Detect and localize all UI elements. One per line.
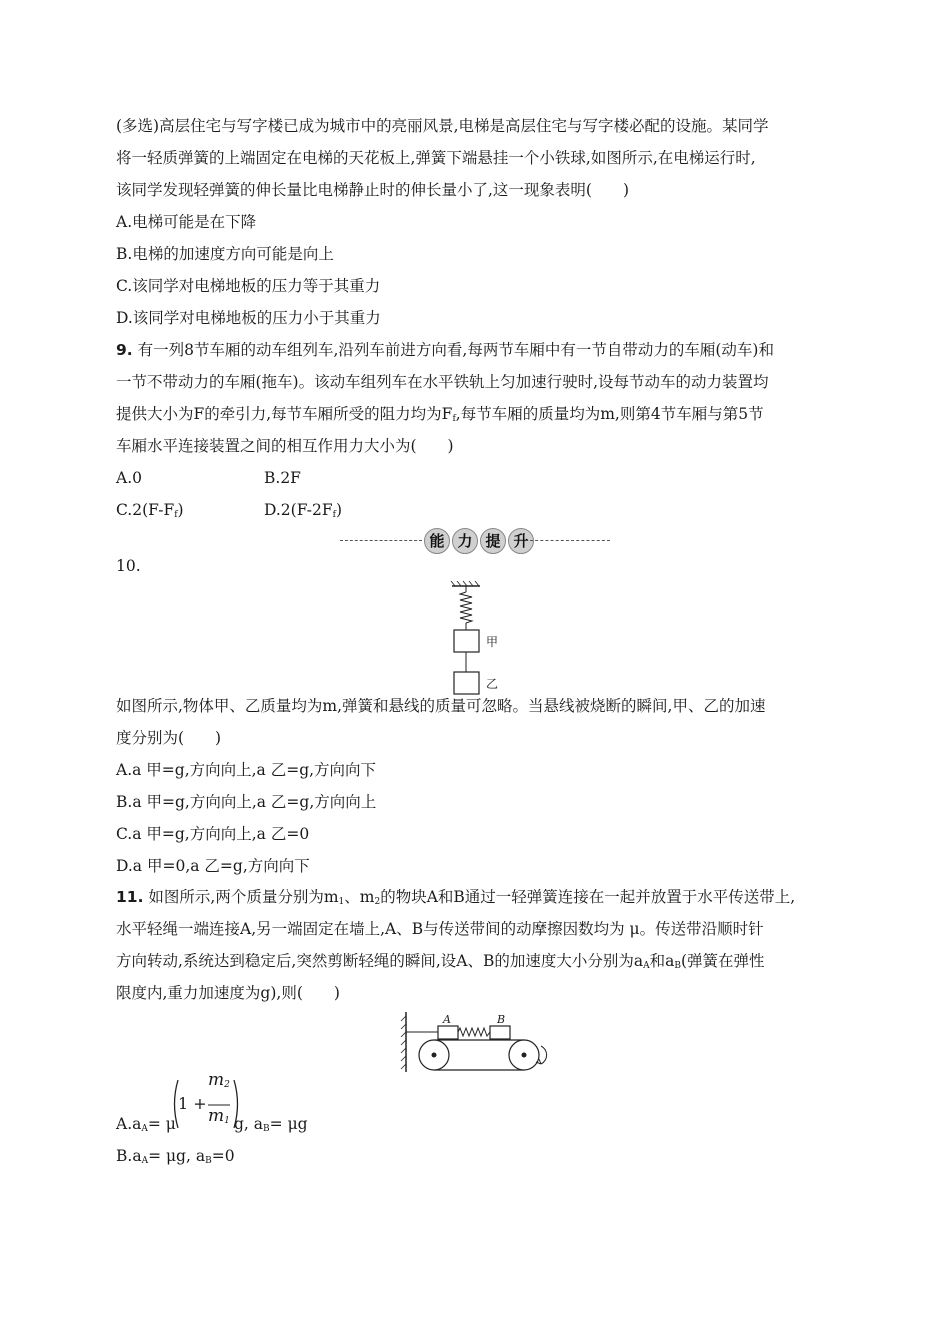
q8-stem-line-3: 该同学发现轻弹簧的伸长量比电梯静止时的伸长量小了,这一现象表明( ) xyxy=(116,181,630,199)
banner-title: 能 力 提 升 xyxy=(424,528,534,554)
block-b xyxy=(490,1026,510,1039)
q8-stem-line-2: 将一轻质弹簧的上端固定在电梯的天花板上,弹簧下端悬挂一个小铁球,如图所示,在电梯运行时, xyxy=(116,149,756,167)
q8-option-c: C.该同学对电梯地板的压力等于其重力 xyxy=(116,277,381,295)
q10-stem-line-1: 如图所示,物体甲、乙质量均为m,弹簧和悬线的质量可忽略。当悬线被烧断的瞬间,甲、乙的加速 xyxy=(116,697,766,715)
q10-option-b: B.a 甲=g,方向向上,a 乙=g,方向向上 xyxy=(116,793,377,811)
spring xyxy=(460,592,472,623)
formula-one-plus: 1 + xyxy=(178,1094,207,1113)
label-jia: 甲 xyxy=(486,635,499,649)
q11-stem-line-4: 限度内,重力加速度为g),则( ) xyxy=(116,984,340,1002)
block-jia xyxy=(454,630,479,652)
q8-option-b: B.电梯的加速度方向可能是向上 xyxy=(116,245,334,263)
section-banner xyxy=(340,528,610,554)
spring-ab xyxy=(458,1028,490,1036)
q9-stem-line-2: 一节不带动力的车厢(拖车)。该动车组列车在水平铁轨上匀加速行驶时,设每节动车的动力装置均 xyxy=(116,373,769,391)
q10-stem-line-2: 度分别为( ) xyxy=(116,729,222,747)
q11-option-b: $B.a_A= \mu g$, $a_B=0$ xyxy=(116,1147,235,1166)
q9-option-b: B.2F xyxy=(264,469,301,487)
q10-option-a: A.a 甲=g,方向向上,a 乙=g,方向向下 xyxy=(116,761,377,779)
block-a xyxy=(438,1026,458,1039)
q9-stem-line-1: 9. 有一列8节车厢的动车组列车,沿列车前进方向看,每两节车厢中有一节自带动力的车厢(动车)和 xyxy=(116,341,774,359)
q11-option-a-suffix: g, $a_B= \mu g$ xyxy=(234,1115,308,1134)
q10-number: 10. xyxy=(116,557,141,575)
q11-stem-line-1: 11. 如图所示,两个质量分别为$m_1$、$m_2$的物块A和B通过一轻弹簧连接在一起并放置于水平传送带上, xyxy=(116,888,796,907)
q9-option-a: A.0 xyxy=(116,469,142,487)
q10-option-d: D.a 甲=0,a 乙=g,方向向下 xyxy=(116,857,310,875)
clockwise-arrow xyxy=(541,1046,547,1064)
formula-numerator: $m_2$ xyxy=(208,1070,230,1090)
q9-option-c: $C.2(F-F_f)$ xyxy=(116,501,184,520)
q9-option-d: $D.2(F-2F_f)$ xyxy=(264,501,343,520)
banner-rule-right xyxy=(530,540,610,541)
q11-stem-line-3: 方向转动,系统达到稳定后,突然剪断轻绳的瞬间,设A、B的加速度大小分别为$a_A$和$a_B$(弹簧在弹性 xyxy=(116,952,765,971)
q11-number: 11. xyxy=(116,888,144,906)
q11-stem-line-2: 水平轻绳一端连接A,另一端固定在墙上,A、B与传送带间的动摩擦因数均为 μ。传送带沿顺时针 xyxy=(116,920,764,938)
block-yi xyxy=(454,672,479,694)
q9-number: 9. xyxy=(116,341,133,359)
q11-conveyor-diagram xyxy=(398,1010,554,1074)
q10-spring-diagram xyxy=(440,580,520,696)
label-b: B xyxy=(497,1013,506,1026)
label-a: A xyxy=(443,1013,451,1026)
banner-rule-left xyxy=(340,540,422,541)
q9-stem-line-3: 提供大小为F的牵引力,每节车厢所受的阻力均为$F_f$,每节车厢的质量均为m,则第4节车厢与第5节 xyxy=(116,405,764,424)
q10-option-c: C.a 甲=g,方向向上,a 乙=0 xyxy=(116,825,310,843)
q9-stem-line-4: 车厢水平连接装置之间的相互作用力大小为( ) xyxy=(116,437,454,455)
formula-denominator: $m_1$ xyxy=(208,1106,230,1126)
q8-option-a: A.电梯可能是在下降 xyxy=(116,213,257,231)
q11-option-a-prefix: $A.a_A= \mu$ xyxy=(116,1115,176,1134)
label-yi: 乙 xyxy=(486,677,499,691)
q8-stem-line-1: (多选)高层住宅与写字楼已成为城市中的亮丽风景,电梯是高层住宅与写字楼必配的设施。某同学 xyxy=(116,117,769,135)
q8-option-d: D.该同学对电梯地板的压力小于其重力 xyxy=(116,309,381,327)
